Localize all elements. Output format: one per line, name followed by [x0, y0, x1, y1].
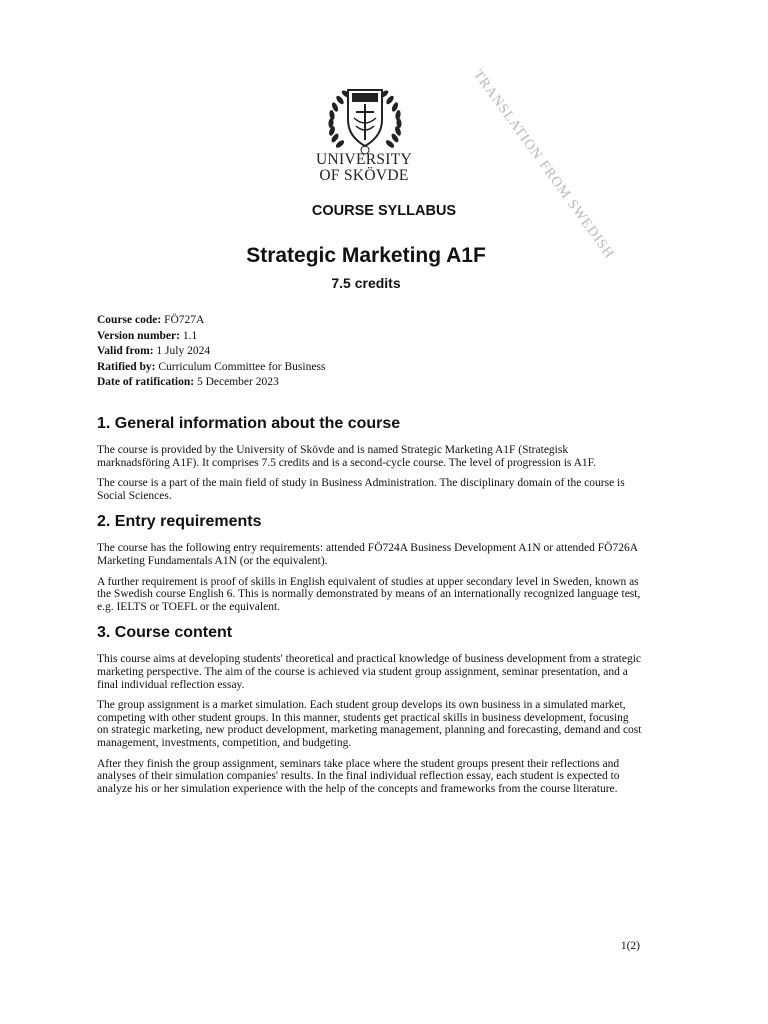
- meta-label: Valid from:: [97, 345, 154, 358]
- university-name-line1: UNIVERSITY: [316, 151, 412, 168]
- course-title: Strategic Marketing A1F: [246, 244, 486, 267]
- meta-course-code: [97, 313, 325, 329]
- document-type: COURSE SYLLABUS: [311, 203, 457, 219]
- paragraph: The course is provided by the University of Skövde and is named Strategic Marketing A1F (Strategisk marknadsföring A1F). It comprises 7.5 credits and is a second-cycle course. The level of progression is A1F.: [97, 444, 597, 469]
- paragraph: A further requirement is proof of skills in English equivalent of studies at upper secondary level in Sweden, known as the Swedish course English 6. This is normally demonstrated by means of an internationally recognized language test, e.g. IELTS or TOEFL or the equivalent.: [97, 575, 641, 613]
- section-course-content: [97, 623, 642, 795]
- meta-label: Course code:: [97, 314, 162, 326]
- course-credits: 7.5 credits: [331, 275, 401, 291]
- laurel-crest-icon: [310, 82, 420, 156]
- page-number: 1(2): [620, 940, 640, 952]
- meta-ratified-by: [97, 360, 325, 376]
- meta-value: FÖ727A: [164, 314, 205, 326]
- section-entry-requirements: [97, 512, 642, 613]
- section-heading: 3. Course content: [97, 624, 233, 642]
- paragraph: This course aims at developing students' theoretical and practical knowledge of business development from a strategic marketing perspective. The aim of the course is achieved via student group assignment, seminar presentation, and a final individual reflection essay.: [97, 653, 642, 691]
- meta-label: Version number:: [97, 329, 180, 342]
- meta-ratification-date: [97, 375, 325, 391]
- university-name-line2: OF SKÖVDE: [319, 167, 409, 184]
- meta-value: 5 December 2023: [196, 376, 279, 389]
- paragraph: The course has the following entry requirements: attended FÖ724A Business Development A1N or attended FÖ726A Marketing Fundamentals A1N (or the equivalent).: [97, 542, 638, 567]
- paragraph: After they finish the group assignment, seminars take place where the student groups present their reflections and analyses of their simulation companies' results. In the final individual reflection essay, each student is expected to analyze his or her simulation experience with the help of the concepts and frameworks from the course literature.: [97, 757, 620, 795]
- paragraph: The course is a part of the main field of study in Business Administration. The disciplinary domain of the course is Social Sciences.: [97, 477, 625, 502]
- meta-label: Date of ratification:: [97, 376, 195, 389]
- meta-value: 1.1: [182, 329, 198, 342]
- meta-value: Curriculum Committee for Business: [158, 360, 326, 373]
- section-general-information: [97, 414, 642, 502]
- meta-label: Ratified by:: [97, 360, 156, 373]
- syllabus-content: [97, 414, 642, 805]
- section-heading: 1. General information about the course: [97, 415, 401, 432]
- meta-value: 1 July 2024: [156, 345, 211, 358]
- translation-watermark: TRANSLATION FROM SWEDISH: [469, 67, 617, 262]
- paragraph: The group assignment is a market simulation. Each student group develops its own business in a simulated market, competing with other student groups. In this manner, students get practical skills in business development, focusing on strategic marketing, new product development, marketing management, planning and forecasting, demand and cost management, investments, competition, and budgeting.: [97, 699, 642, 749]
- university-name: [296, 152, 432, 184]
- section-heading: 2. Entry requirements: [97, 513, 262, 531]
- course-metadata: [97, 313, 325, 391]
- meta-version-number: [97, 329, 325, 345]
- meta-valid-from: [97, 344, 325, 360]
